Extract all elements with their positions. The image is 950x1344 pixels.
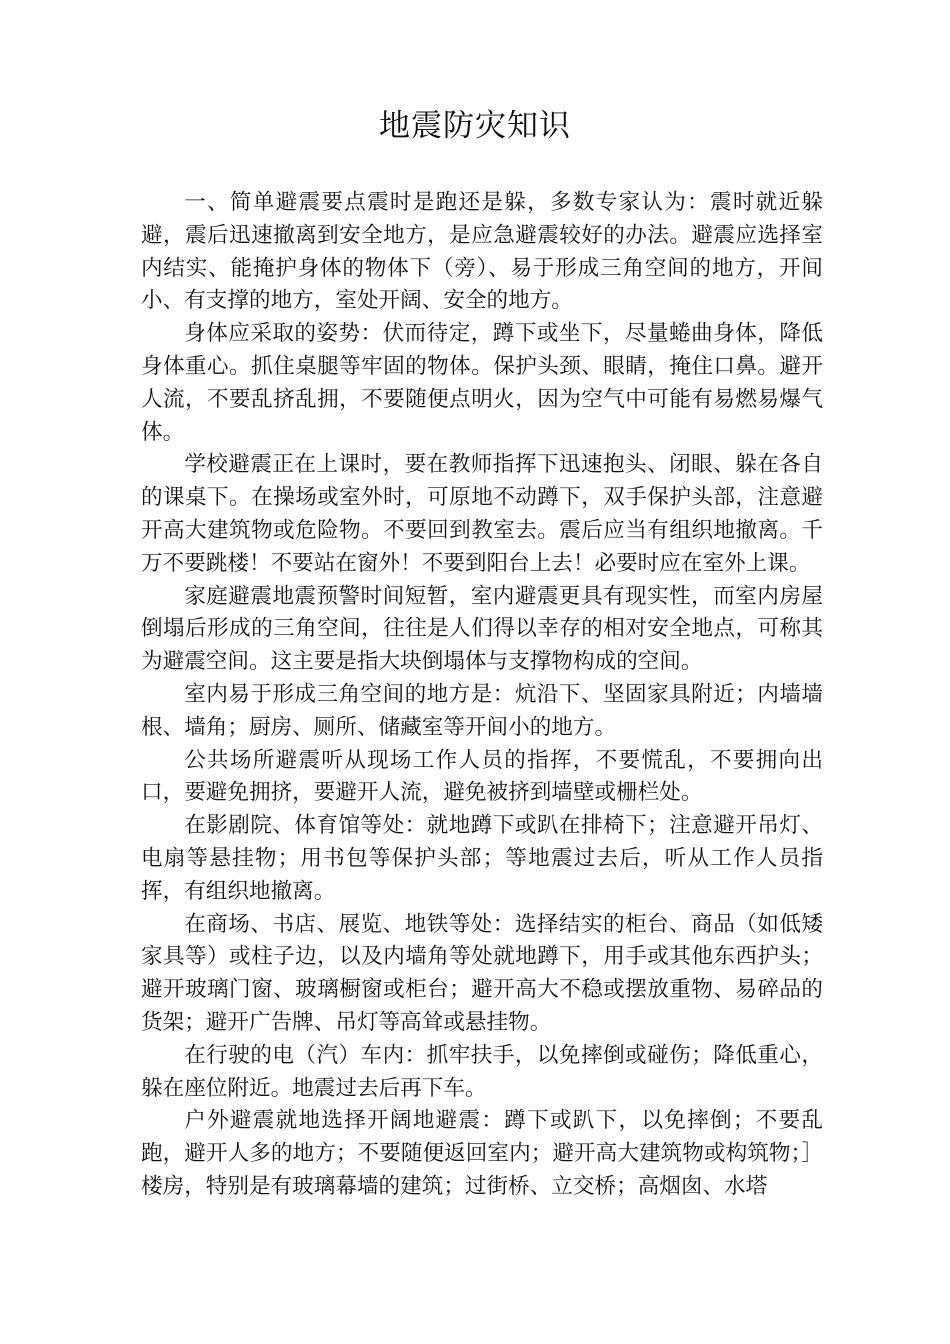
paragraph-earthquake-tips: 一、简单避震要点震时是跑还是躲，多数专家认为：震时就近躲避，震后迅速撤离到安全地方，是应急避震较好的办法。避震应选择室内结实、能掩护身体的物体下（旁）、易于形成三角空间的地方，开间小、有支撑的地方，室处开阔、安全的地方。	[141, 190, 823, 314]
paragraph-mall: 在商场、书店、展览、地铁等处：选择结实的柜台、商品（如低矮家具等）或柱子边，以及内墙角等处就地蹲下，用手或其他东西护头；避开玻璃门窗、玻璃橱窗或柜台；避开高大不稳或摆放重物、易碎品的货架；避开广告牌、吊灯等高耸或悬挂物。	[141, 911, 823, 1035]
paragraph-theater: 在影剧院、体育馆等处：就地蹲下或趴在排椅下；注意避开吊灯、电扇等悬挂物；用书包等保护头部；等地震过去后，听从工作人员指挥，有组织地撤离。	[141, 813, 823, 904]
page-title: 地震防灾知识	[379, 108, 571, 144]
document-body	[141, 187, 823, 1204]
paragraph-public-places: 公共场所避震听从现场工作人员的指挥，不要慌乱，不要拥向出口，要避免拥挤，要避开人流，避免被挤到墙壁或栅栏处。	[141, 747, 823, 806]
paragraph-home: 家庭避震地震预警时间短暂，室内避震更具有现实性，而室内房屋倒塌后形成的三角空间，往往是人们得以幸存的相对安全地点，可称其为避震空间。这主要是指大块倒塌体与支撑物构成的空间。	[141, 583, 823, 675]
paragraph-body-posture: 身体应采取的姿势：伏而待定，蹲下或坐下，尽量蜷曲身体，降低身体重心。抓住桌腿等牢固的物体。保护头颈、眼睛，掩住口鼻。避开人流，不要乱挤乱拥，不要随便点明火，因为空气中可能有易燃易爆气体。	[141, 321, 823, 445]
paragraph-vehicle: 在行驶的电（汽）车内：抓牢扶手，以免摔倒或碰伤；降低重心，躲在座位附近。地震过去后再下车。	[141, 1042, 823, 1101]
paragraph-triangle-space: 室内易于形成三角空间的地方是：炕沿下、坚固家具附近；内墙墙根、墙角；厨房、厕所、储藏室等开间小的地方。	[141, 681, 823, 740]
paragraph-school: 学校避震正在上课时，要在教师指挥下迅速抱头、闭眼、躲在各自的课桌下。在操场或室外时，可原地不动蹲下，双手保护头部，注意避开高大建筑物或危险物。不要回到教室去。震后应当有组织地撤离。千万不要跳楼！不要站在窗外！不要到阳台上去！必要时应在室外上课。	[141, 452, 823, 576]
paragraph-outdoor: 户外避震就地选择开阔地避震：蹲下或趴下，以免摔倒；不要乱跑，避开人多的地方；不要随便返回室内；避开高大建筑物或构筑物；］楼房，特别是有玻璃幕墙的建筑；过街桥、立交桥；高烟囱、水塔	[141, 1108, 823, 1199]
